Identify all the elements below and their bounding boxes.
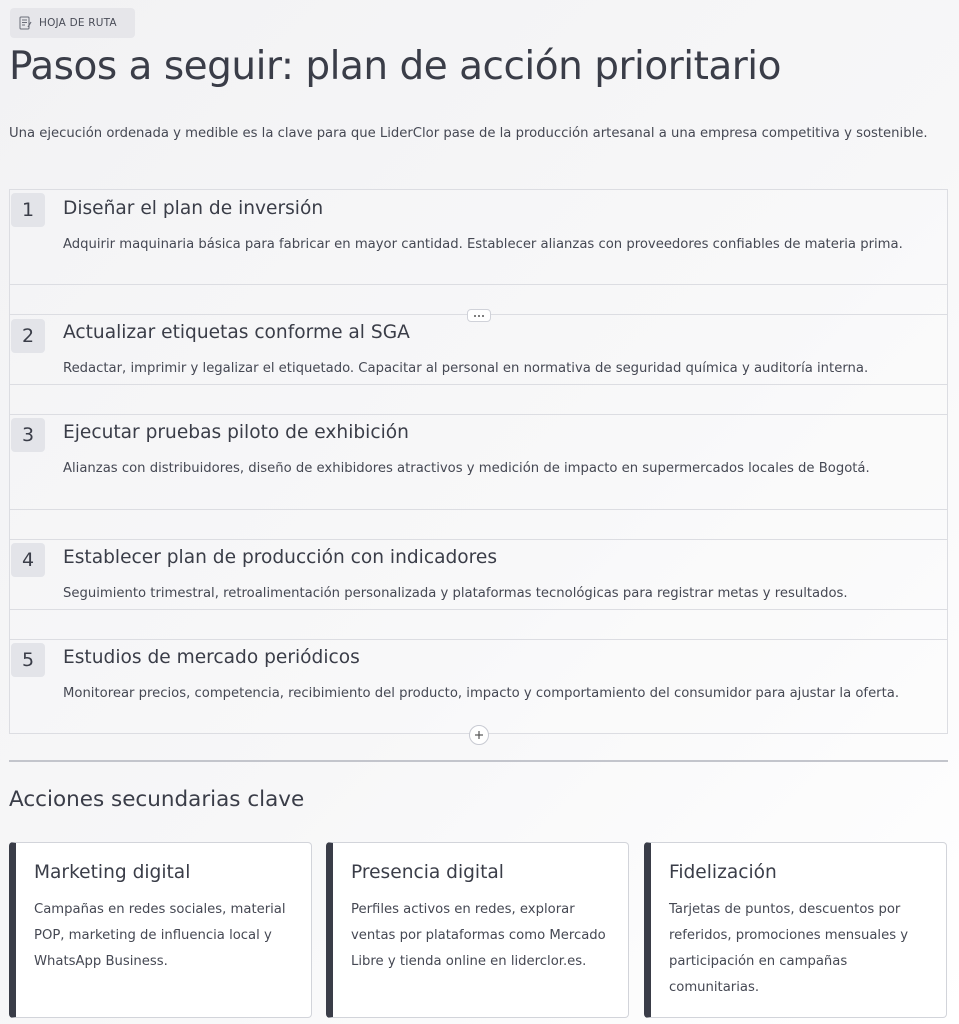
card-text: Perfiles activos en redes, explorar ventas por plataformas como Mercado Libre y tienda online en liderclor.es. — [351, 902, 606, 969]
step-number: 2 — [11, 319, 45, 353]
step-separator — [10, 384, 947, 415]
page-title: Pasos a seguir: plan de acción prioritario — [9, 44, 781, 89]
card-text: Tarjetas de puntos, descuentos por referidos, promociones mensuales y participación en campañas comunitarias. — [669, 902, 909, 995]
roadmap-badge — [10, 8, 135, 38]
section-divider — [9, 760, 948, 762]
card-title: Marketing digital — [34, 862, 191, 883]
step-description: Redactar, imprimir y legalizar el etiquetado. Capacitar al personal en normativa de seguridad química y auditoría interna. — [63, 361, 869, 376]
step-number: 1 — [11, 193, 45, 227]
card-title: Presencia digital — [351, 862, 504, 883]
step-item[interactable] — [10, 641, 947, 735]
steps-list — [9, 189, 948, 734]
card-marketing-digital[interactable] — [9, 842, 312, 1018]
card-fidelizacion[interactable] — [644, 842, 947, 1018]
step-item[interactable] — [10, 416, 947, 509]
step-description: Alianzas con distribuidores, diseño de exhibidores atractivos y medición de impacto en supermercados locales de Bogotá. — [63, 461, 870, 476]
card-text: Campañas en redes sociales, material POP, marketing de influencia local y WhatsApp Business. — [34, 902, 286, 969]
add-step-button[interactable] — [469, 725, 489, 745]
step-title: Estudios de mercado periódicos — [63, 647, 360, 668]
section-title: Acciones secundarias clave — [9, 787, 305, 812]
step-item[interactable] — [10, 316, 947, 384]
step-description: Adquirir maquinaria básica para fabricar en mayor cantidad. Establecer alianzas con proveedores confiables de materia prima. — [63, 237, 903, 252]
step-title: Ejecutar pruebas piloto de exhibición — [63, 422, 409, 443]
step-description: Seguimiento trimestral, retroalimentación personalizada y plataformas tecnológicas para registrar metas y resultados. — [63, 586, 848, 601]
step-number: 4 — [11, 543, 45, 577]
plus-icon — [474, 730, 484, 740]
step-separator — [10, 609, 947, 640]
step-item[interactable] — [10, 190, 947, 284]
document-icon — [19, 16, 32, 30]
step-description: Monitorear precios, competencia, recibimiento del producto, impacto y comportamiento del consumidor para ajustar la oferta. — [63, 686, 900, 701]
card-title: Fidelización — [669, 862, 777, 883]
step-separator — [10, 284, 947, 315]
step-number: 5 — [11, 643, 45, 677]
step-item[interactable] — [10, 541, 947, 609]
badge-label: HOJA DE RUTA — [39, 17, 117, 29]
step-title: Establecer plan de producción con indicadores — [63, 547, 498, 568]
step-title: Diseñar el plan de inversión — [63, 198, 324, 219]
step-title: Actualizar etiquetas conforme al SGA — [63, 322, 410, 343]
intro-text: Una ejecución ordenada y medible es la clave para que LiderClor pase de la producción artesanal a una empresa competitiva y sostenible. — [9, 126, 928, 141]
card-presencia-digital[interactable] — [326, 842, 629, 1018]
step-separator — [10, 509, 947, 540]
step-number: 3 — [11, 418, 45, 452]
